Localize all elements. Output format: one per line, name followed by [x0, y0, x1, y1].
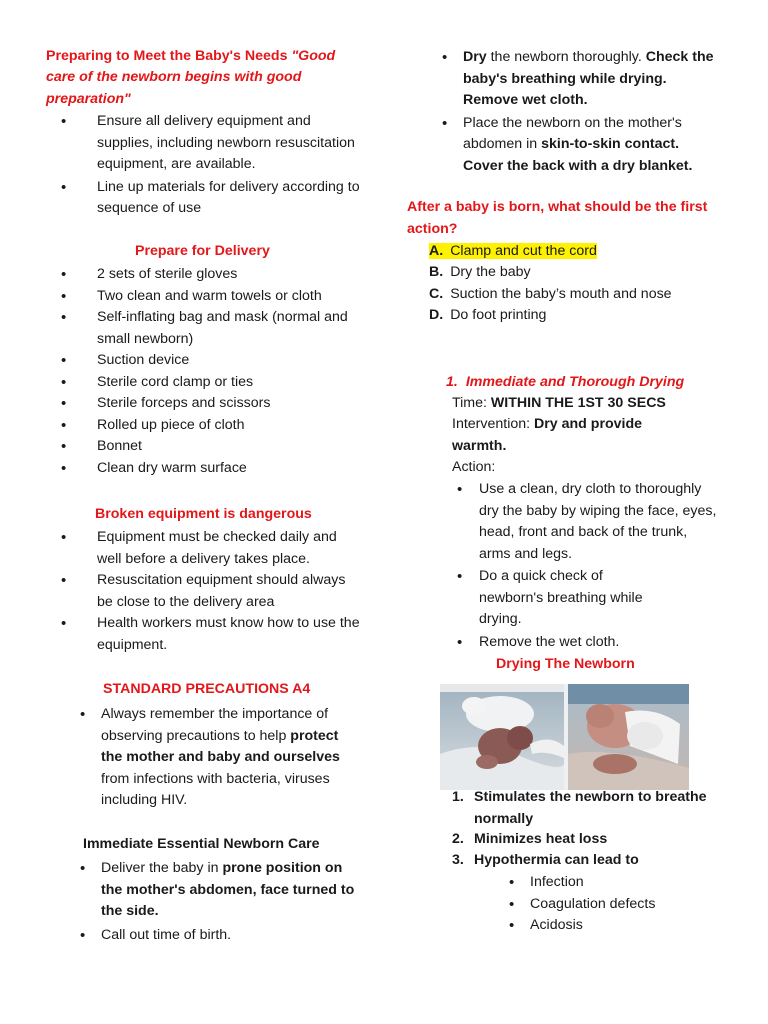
choice-c: C. Suction the baby’s mouth and nose: [429, 286, 672, 302]
choice-d: D. Do foot printing: [429, 307, 547, 323]
standard-list: [0, 704, 360, 812]
list-item: • Place the newborn on the mother's abdomen in skin-to-skin contact. Cover the back with a dry blanket.: [0, 113, 722, 178]
standard-bold: protect the mother and baby and ourselves: [101, 727, 340, 765]
list-item: • Remove the wet cloth.: [0, 632, 722, 654]
drying-newborn-photo: [440, 684, 689, 790]
list-item: • Infection: [0, 872, 722, 894]
action-list: [0, 479, 722, 653]
list-item: • Self-inflating bag and mask (normal and small newborn): [0, 307, 360, 350]
list-item: • Call out time of birth.: [0, 925, 364, 947]
list-item: • Health workers must know how to use the equipment.: [0, 613, 360, 656]
hypothermia-list: [0, 872, 722, 937]
list-item: 1. Stimulates the newborn to breathe normally: [452, 789, 707, 827]
list-item: • Clean dry warm surface: [0, 458, 360, 480]
intervention-line: Intervention: Dry and provide warmth.: [452, 416, 643, 454]
list-item: • Two clean and warm towels or cloth: [0, 286, 360, 308]
action-label: Action:: [452, 459, 496, 475]
standard-heading: STANDARD PRECAUTIONS A4: [103, 681, 311, 697]
list-item: • Acidosis: [0, 915, 722, 937]
list-item: 2. Minimizes heat loss: [452, 831, 608, 847]
list-item: • Bonnet: [0, 436, 360, 458]
list-item: 3. Hypothermia can lead to: [452, 852, 639, 868]
time-line: Time: WITHIN THE 1ST 30 SECS: [452, 395, 666, 411]
list-item: • Sterile cord clamp or ties: [0, 372, 360, 394]
newborn-drying-illustration: [440, 684, 689, 790]
list-item: • Equipment must be checked daily and well before a delivery takes place.: [0, 527, 360, 570]
prep-heading: Preparing to Meet the Baby's Needs: [46, 48, 288, 64]
drying-heading: Drying The Newborn: [496, 656, 635, 672]
choice-a: A. Clamp and cut the cord: [429, 243, 597, 259]
list-item: • Deliver the baby in prone position on the mother's abdomen, face turned to the side.: [0, 858, 364, 923]
list-item: • Use a clean, dry cloth to thoroughly dry the baby by wiping the face, eyes, head, front and back of the trunk, arms and legs.: [0, 479, 722, 565]
list-item: • Rolled up piece of cloth: [0, 415, 360, 437]
delivery-list: [0, 264, 360, 479]
list-item: • Suction device: [0, 350, 360, 372]
list-item: • Always remember the importance of observing precautions to help protect the mother and baby and ourselves from infections with bacteria, viruses including HIV.: [0, 704, 360, 812]
list-item: • Resuscitation equipment should always be close to the delivery area: [0, 570, 360, 613]
delivery-heading: Prepare for Delivery: [135, 243, 270, 259]
choice-b: B. Dry the baby: [429, 264, 531, 280]
top-list: [0, 47, 722, 177]
list-item: • 2 sets of sterile gloves: [0, 264, 360, 286]
list-item: • Line up materials for delivery according to sequence of use: [0, 177, 360, 220]
list-item: • Do a quick check of newborn's breathing while drying.: [0, 566, 722, 631]
list-item: • Ensure all delivery equipment and supplies, including newborn resuscitation equipment, are available.: [0, 111, 360, 176]
question-text: After a baby is born, what should be the first action?: [407, 199, 708, 237]
broken-heading: Broken equipment is dangerous: [95, 506, 312, 522]
list-item: • Sterile forceps and scissors: [0, 393, 360, 415]
list-item: • Coagulation defects: [0, 894, 722, 916]
iencc-heading: Immediate Essential Newborn Care: [83, 836, 320, 852]
step-heading: 1. Immediate and Thorough Drying: [446, 374, 685, 390]
prep-quote: "Good care of the newborn begins with good preparation": [46, 48, 336, 107]
list-item: • Dry the newborn thoroughly. Check the baby's breathing while drying. Remove wet cloth.: [0, 47, 722, 112]
